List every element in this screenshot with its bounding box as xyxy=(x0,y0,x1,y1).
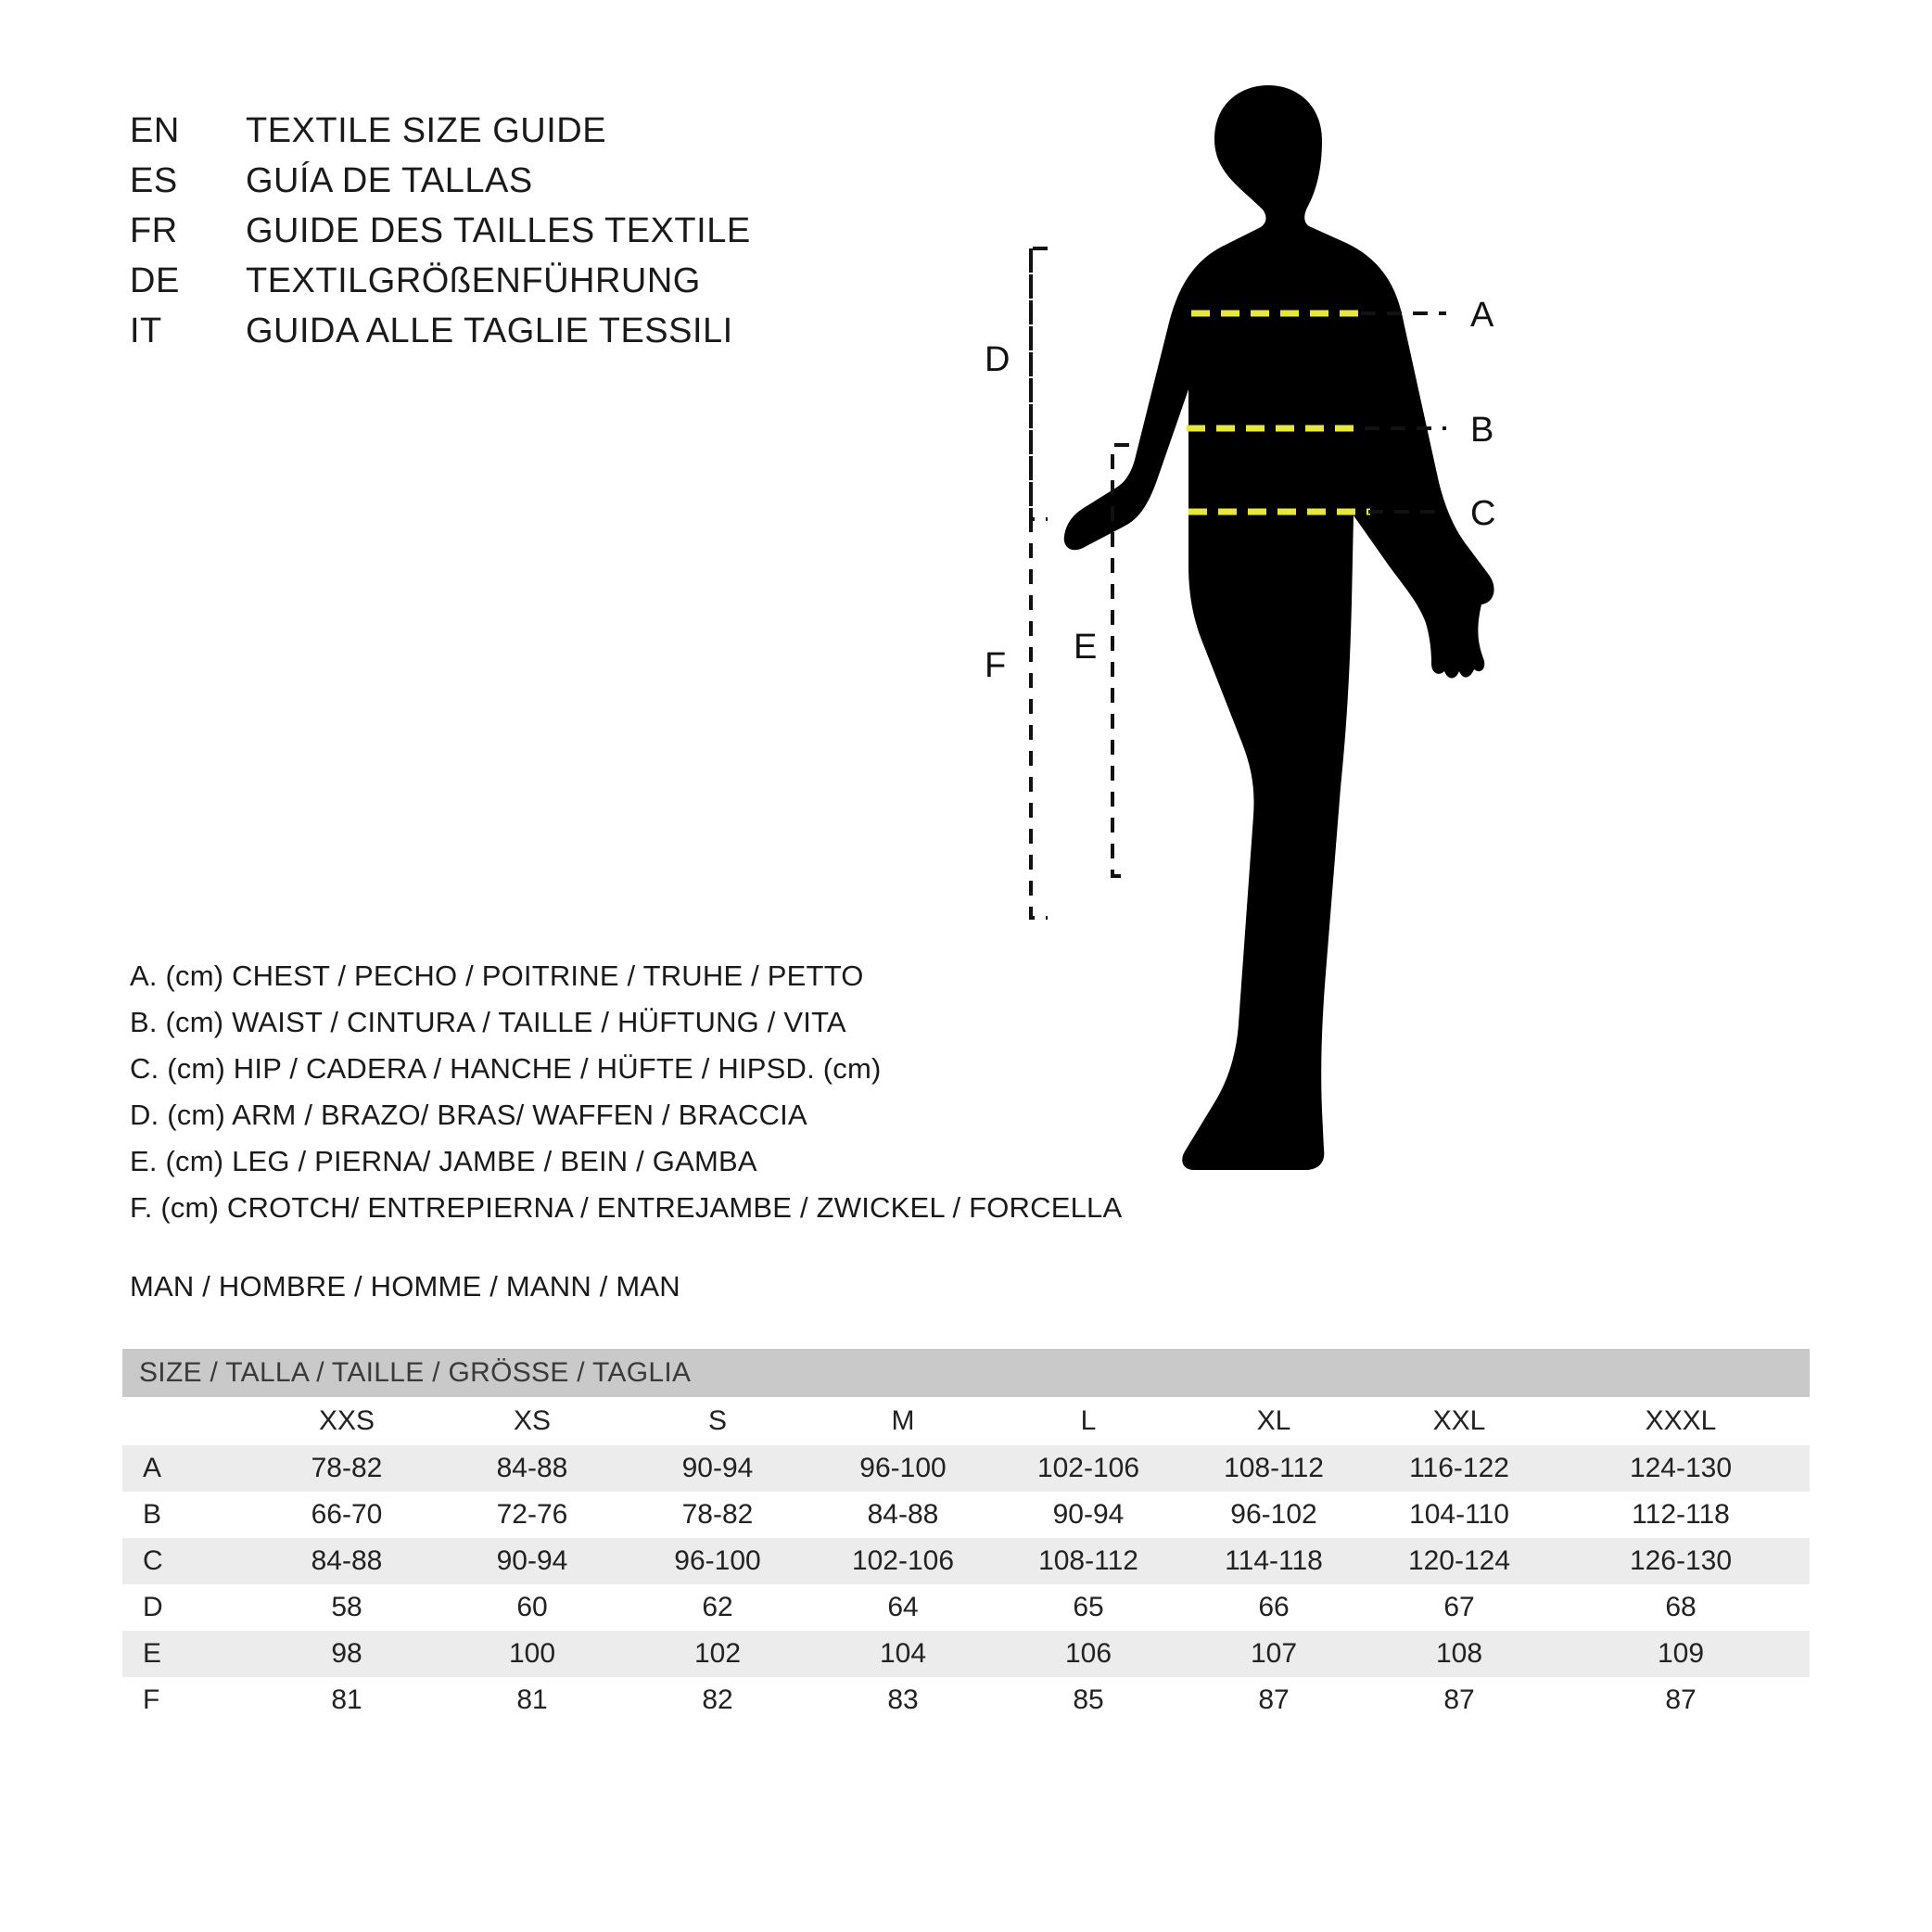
cell-f-xxl: 87 xyxy=(1443,1684,1475,1715)
cell-b-xs: 72-76 xyxy=(496,1499,568,1530)
cell-d-xxl: 67 xyxy=(1443,1592,1475,1622)
cell-c-xs: 90-94 xyxy=(439,1538,625,1584)
cell-d-xl: 66 xyxy=(1258,1592,1290,1622)
cell-a-xl: 108-112 xyxy=(1181,1445,1366,1492)
table-row xyxy=(122,1677,1810,1723)
title-block xyxy=(130,111,751,362)
cell-d-xxxl: 68 xyxy=(1665,1592,1697,1622)
title-lang-en: EN xyxy=(130,111,180,150)
size-col-xl: XL xyxy=(1181,1397,1366,1445)
table-row xyxy=(122,1538,1810,1584)
dimension-label-d: D xyxy=(985,340,1010,379)
callout-label-b: B xyxy=(1470,411,1494,450)
row-key-c: C xyxy=(122,1538,254,1584)
cell-f-m: 83 xyxy=(887,1684,919,1715)
size-table-corner-cell xyxy=(122,1397,254,1445)
cell-d-m: 64 xyxy=(887,1592,919,1622)
cell-a-xxs: 78-82 xyxy=(254,1445,439,1492)
dimension-line-f xyxy=(1031,248,1048,918)
cell-b-s: 78-82 xyxy=(681,1499,754,1530)
cell-c-xxs: 84-88 xyxy=(254,1538,439,1584)
cell-c-xxl: 120-124 xyxy=(1366,1538,1552,1584)
cell-e-l: 106 xyxy=(996,1631,1181,1677)
size-col-m: M xyxy=(810,1397,996,1445)
gender-note: MAN / HOMBRE / HOMME / MANN / MAN xyxy=(130,1270,680,1303)
cell-a-m: 96-100 xyxy=(810,1445,996,1492)
size-col-xxs: XXS xyxy=(254,1397,439,1445)
title-text-fr: GUIDE DES TAILLES TEXTILE xyxy=(246,211,751,250)
size-table-band-label: SIZE / TALLA / TAILLE / GRÖSSE / TAGLIA xyxy=(122,1349,1810,1397)
cell-c-xl: 114-118 xyxy=(1181,1538,1366,1584)
man-silhouette xyxy=(1064,85,1494,1170)
dimension-label-e: E xyxy=(1074,628,1098,667)
row-key-e: E xyxy=(122,1631,254,1677)
table-row xyxy=(122,1631,1810,1677)
title-row-es xyxy=(130,161,751,211)
cell-e-xxl: 108 xyxy=(1366,1631,1552,1677)
title-text-en: TEXTILE SIZE GUIDE xyxy=(246,111,607,150)
cell-a-s: 90-94 xyxy=(625,1445,810,1492)
cell-e-xl: 107 xyxy=(1181,1631,1366,1677)
size-table-band xyxy=(122,1349,1810,1397)
cell-f-xs: 81 xyxy=(516,1684,548,1715)
size-col-l: L xyxy=(996,1397,1181,1445)
title-row-en xyxy=(130,111,751,161)
cell-e-xs: 100 xyxy=(439,1631,625,1677)
title-lang-it: IT xyxy=(130,311,162,350)
title-text-es: GUÍA DE TALLAS xyxy=(246,161,533,200)
cell-e-xxs: 98 xyxy=(254,1631,439,1677)
cell-b-xxxl: 112-118 xyxy=(1632,1499,1730,1530)
size-table xyxy=(122,1349,1810,1723)
legend-item-e: E. (cm) LEG / PIERNA/ JAMBE / BEIN / GAMBA xyxy=(130,1145,757,1177)
cell-d-xs: 60 xyxy=(516,1592,548,1622)
cell-e-s: 102 xyxy=(625,1631,810,1677)
title-text-de: TEXTILGRÖßENFÜHRUNG xyxy=(246,261,701,300)
size-table-header-row xyxy=(122,1397,1810,1445)
title-text-it: GUIDA ALLE TAGLIE TESSILI xyxy=(246,311,733,350)
dimension-lines xyxy=(1031,248,1129,918)
legend-item-a: A. (cm) CHEST / PECHO / POITRINE / TRUHE / PETTO xyxy=(130,960,864,992)
measurement-legend xyxy=(130,960,1122,1238)
cell-f-xxs: 81 xyxy=(331,1684,362,1715)
row-key-d: D xyxy=(143,1592,163,1622)
cell-a-xxxl: 124-130 xyxy=(1552,1445,1810,1492)
size-col-xxl: XXL xyxy=(1366,1397,1552,1445)
size-guide-figure xyxy=(985,83,1817,1224)
cell-f-l: 85 xyxy=(1073,1684,1104,1715)
title-row-it xyxy=(130,311,751,362)
title-lang-de: DE xyxy=(130,261,180,300)
cell-d-xxs: 58 xyxy=(331,1592,362,1622)
cell-a-xxl: 116-122 xyxy=(1366,1445,1552,1492)
row-key-b: B xyxy=(143,1499,162,1530)
cell-f-xl: 87 xyxy=(1258,1684,1290,1715)
table-row xyxy=(122,1584,1810,1631)
size-col-xxxl: XXXL xyxy=(1552,1397,1810,1445)
title-lang-fr: FR xyxy=(130,211,178,250)
dimension-line-d2 xyxy=(1031,248,1048,519)
cell-a-l: 102-106 xyxy=(996,1445,1181,1492)
cell-e-m: 104 xyxy=(810,1631,996,1677)
cell-e-xxxl: 109 xyxy=(1552,1631,1810,1677)
cell-f-s: 82 xyxy=(702,1684,733,1715)
table-row xyxy=(122,1492,1810,1538)
cell-b-l: 90-94 xyxy=(1052,1499,1125,1530)
row-key-a: A xyxy=(122,1445,254,1492)
cell-c-m: 102-106 xyxy=(810,1538,996,1584)
cell-f-xxxl: 87 xyxy=(1665,1684,1697,1715)
cell-b-m: 84-88 xyxy=(867,1499,939,1530)
title-lang-es: ES xyxy=(130,161,178,200)
legend-item-d: D. (cm) ARM / BRAZO/ BRAS/ WAFFEN / BRACCIA xyxy=(130,1099,807,1131)
cell-d-s: 62 xyxy=(702,1592,733,1622)
cell-b-xxl: 104-110 xyxy=(1409,1499,1509,1530)
callout-label-c: C xyxy=(1470,494,1496,533)
title-row-de xyxy=(130,261,751,311)
title-row-fr xyxy=(130,211,751,261)
cell-c-xxxl: 126-130 xyxy=(1552,1538,1810,1584)
cell-a-xs: 84-88 xyxy=(439,1445,625,1492)
size-col-xs: XS xyxy=(439,1397,625,1445)
legend-item-f: F. (cm) CROTCH/ ENTREPIERNA / ENTREJAMBE / ZWICKEL / FORCELLA xyxy=(130,1191,1123,1224)
cell-b-xl: 96-102 xyxy=(1230,1499,1317,1530)
size-col-s: S xyxy=(625,1397,810,1445)
row-key-f: F xyxy=(143,1684,160,1715)
table-row xyxy=(122,1445,1810,1492)
legend-item-c: C. (cm) HIP / CADERA / HANCHE / HÜFTE / HIPSD. (cm) xyxy=(130,1052,882,1085)
cell-c-s: 96-100 xyxy=(625,1538,810,1584)
callout-label-a: A xyxy=(1470,296,1494,335)
cell-b-xxs: 66-70 xyxy=(311,1499,383,1530)
legend-item-b: B. (cm) WAIST / CINTURA / TAILLE / HÜFTUNG / VITA xyxy=(130,1006,846,1038)
dimension-label-f: F xyxy=(985,646,1007,685)
cell-d-l: 65 xyxy=(1073,1592,1104,1622)
cell-c-l: 108-112 xyxy=(996,1538,1181,1584)
